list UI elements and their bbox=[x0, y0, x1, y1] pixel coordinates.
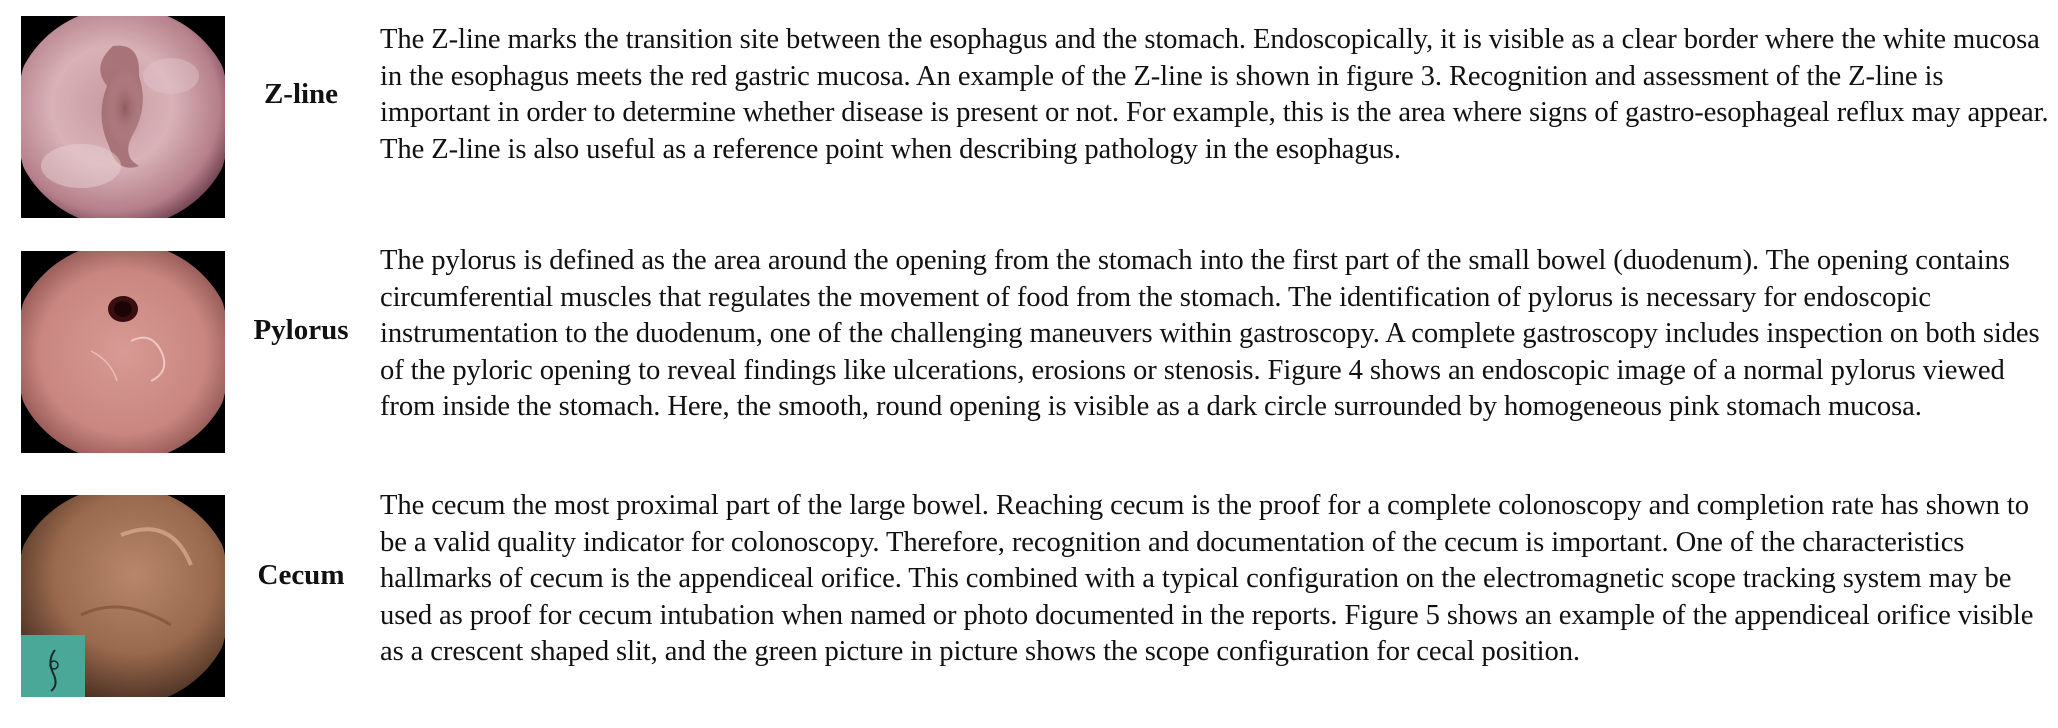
cecum-endoscopy-image bbox=[21, 495, 225, 697]
pylorus-endoscopy-image bbox=[21, 251, 225, 453]
zline-description: The Z-line marks the transition site between the esophagus and the stomach. Endoscopically, it is visible as a clear border where the white mucosa in the esophagus meets the red gastric mucosa. An example of the Z-line is shown in figure 3. Recognition and assessment of the Z-line is important in order to determine whether disease is present or not. For example, this is the area where signs of gastro-esophageal reflux may appear. The Z-line is also useful as a reference point when describing pathology in the esophagus. bbox=[380, 24, 2049, 165]
zline-endoscopy-image bbox=[21, 16, 225, 218]
pylorus-description: The pylorus is defined as the area around the opening from the stomach into the first part of the small bowel (duodenum). The opening contains circumferential muscles that regulates the movement of food from the stomach. The identification of pylorus is necessary for endoscopic instrumentation to the duodenum, one of the challenging maneuvers within gastroscopy. A complete gastroscopy includes inspection on both sides of the pyloric opening to reveal findings like ulcerations, erosions or stenosis. Figure 4 shows an endoscopic image of a normal pylorus viewed from inside the stomach. Here, the smooth, round opening is visible as a dark circle surrounded by homogeneous pink stomach mucosa. bbox=[380, 245, 2040, 422]
cecum-label: Cecum bbox=[257, 559, 345, 591]
pylorus-label: Pylorus bbox=[253, 314, 349, 346]
cecum-description: The cecum the most proximal part of the large bowel. Reaching cecum is the proof for a complete colonoscopy and completion rate has shown to be a valid quality indicator for colonoscopy. Therefore, recognition and documentation of the cecum is important. One of the characteristics hallmarks of cecum is the appendiceal orifice. This combined with a typical configuration on the electromagnetic scope tracking system may be used as proof for cecum intubation when named or photo documented in the reports. Figure 5 shows an example of the appendiceal orifice visible as a crescent shaped slit, and the green picture in picture shows the scope configuration for cecal position. bbox=[380, 490, 2034, 667]
zline-label: Z-line bbox=[263, 78, 339, 110]
